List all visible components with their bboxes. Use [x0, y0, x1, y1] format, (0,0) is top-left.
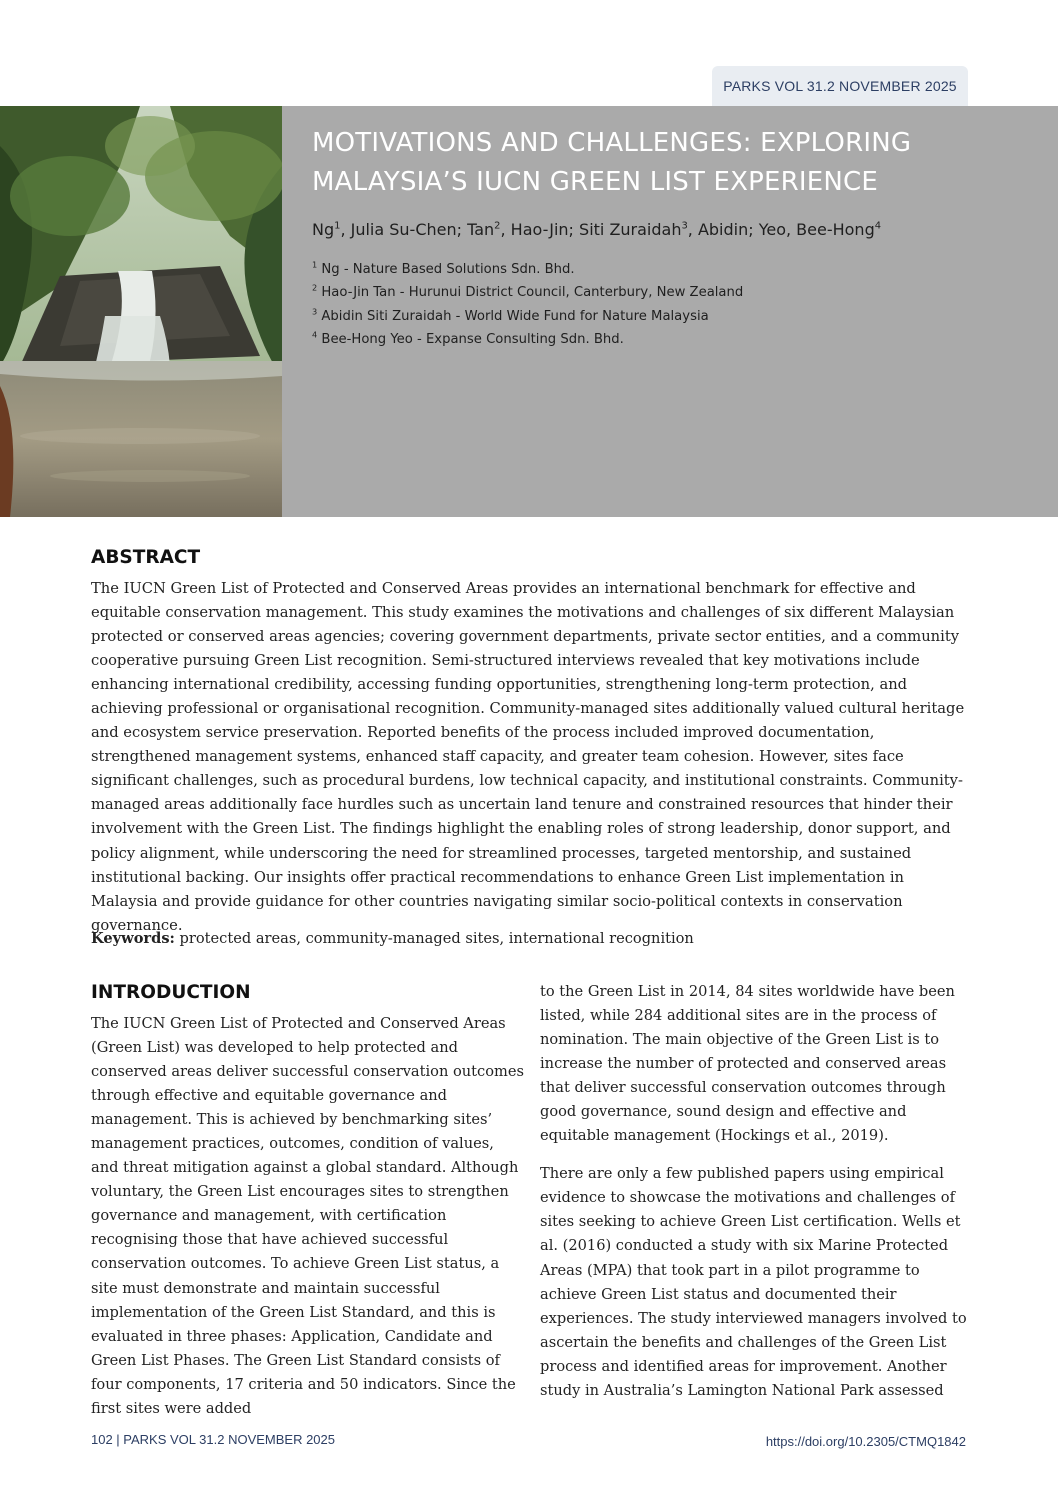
author-separator: , Julia Su-Chen; — [340, 220, 468, 239]
author-name: Yeo, Bee-Hong — [758, 220, 875, 239]
keywords-text: protected areas, community-managed sites, international recognition — [174, 930, 694, 947]
author-affiliation-marker: 3 — [681, 220, 688, 232]
affiliation-number: 2 — [312, 283, 318, 293]
author-separator: , Hao-Jin; — [500, 220, 580, 239]
affiliation-number: 3 — [312, 306, 318, 317]
author-list — [312, 220, 1032, 239]
author-name: Tan — [467, 220, 495, 239]
affiliation-text: Hao-Jin Tan - Hurunui District Council, Canterbury, New Zealand — [317, 285, 744, 301]
introduction-right-column — [540, 980, 970, 1403]
affiliation-text: Ng - Nature Based Solutions Sdn. Bhd. — [317, 262, 575, 277]
affiliation-list — [312, 258, 1032, 352]
affiliation-number: 1 — [312, 259, 318, 270]
author-separator: , Abidin; — [687, 220, 759, 239]
keywords-label: Keywords: — [91, 930, 175, 947]
article-title: MOTIVATIONS AND CHALLENGES: EXPLORING MALAYSIA’S IUCN GREEN LIST EXPERIENCE — [312, 128, 912, 197]
affiliation-number: 4 — [312, 329, 318, 340]
keywords-line — [91, 927, 971, 951]
doi-link[interactable]: https://doi.org/10.2305/CTMQ1842 — [765, 1434, 966, 1449]
author-name: Siti Zuraidah — [579, 220, 682, 239]
waterfall-photo — [0, 106, 282, 517]
abstract-heading: ABSTRACT — [91, 547, 201, 568]
footer-page-info: 102 | PARKS VOL 31.2 NOVEMBER 2025 — [91, 1432, 335, 1447]
affiliation-item — [312, 258, 1032, 281]
affiliation-text: Abidin Siti Zuraidah - World Wide Fund for Nature Malaysia — [317, 308, 709, 324]
affiliation-item — [312, 281, 1032, 304]
author-affiliation-marker: 2 — [494, 220, 501, 232]
introduction-paragraph: There are only a few published papers using empirical evidence to showcase the motivations and challenges of sites seeking to achieve Green List certification. Wells et al. (2016) conducted a study with six Marine Protected Areas (MPA) that took part in a pilot programme to achieve Green List status and documented their experiences. The study interviewed managers involved to ascertain the benefits and challenges of the Green List process and identified areas for improvement. Another study in Australia’s Lamington National Park assessed — [540, 1165, 967, 1399]
introduction-paragraph: to the Green List in 2014, 84 sites worldwide have been listed, while 284 additional sites are in the process of nomination. The main objective of the Green List is to increase the number of protected and conserved areas that deliver successful conservation outcomes through good governance, sound design and effective and equitable management (Hockings et al., 2019). — [540, 983, 955, 1145]
journal-issue-tag: PARKS VOL 31.2 NOVEMBER 2025 — [712, 66, 968, 106]
affiliation-text: Bee-Hong Yeo - Expanse Consulting Sdn. Bhd. — [317, 332, 624, 348]
title-panel — [282, 106, 1058, 517]
author-name: Ng — [312, 220, 335, 239]
author-affiliation-marker: 4 — [874, 220, 882, 232]
affiliation-item — [312, 328, 1032, 351]
affiliation-item — [312, 305, 1032, 328]
introduction-left-column: The IUCN Green List of Protected and Conserved Areas (Green List) was developed to help protected and conserved areas deliver successful conservation outcomes through effective and equitable governance and management. This is achieved by benchmarking sites’ management practices, outcomes, condition of values, and threat mitigation against a global standard. Although voluntary, the Green List encourages sites to strengthen governance and management, with certification recognising those that have achieved successful conservation outcomes. To achieve Green List status, a site must demonstrate and maintain successful implementation of the Green List Standard, and this is evaluated in three phases: Application, Candidate and Green List Phases. The Green List Standard consists of four components, 17 criteria and 50 indicators. Since the first sites were added — [91, 1015, 524, 1417]
abstract-text: The IUCN Green List of Protected and Conserved Areas provides an international benchmark for effective and equitable conservation management. This study examines the motivations and challenges of six different Malaysian protected or conserved areas agencies; covering government departments, private sector entities, and a community cooperative pursuing Green List recognition. Semi-structured interviews revealed that key motivations include enhancing international credibility, accessing funding opportunities, strengthening long-term protection, and achieving professional or organisational recognition. Community-managed sites additionally valued cultural heritage and ecosystem service preservation. Reported benefits of the process included improved documentation, strengthened management systems, enhanced staff capacity, and greater team cohesion. However, sites face significant challenges, such as procedural burdens, low technical capacity, and institutional constraints. Community-managed areas additionally face hurdles such as uncertain land tenure and constrained resources that hinder their involvement with the Green List. The findings highlight the enabling roles of strong leadership, donor support, and policy alignment, while underscoring the need for streamlined processes, targeted mentorship, and sustained institutional backing. Our insights offer practical recommendations to enhance Green List implementation in Malaysia and provide guidance for other countries navigating similar socio-political contexts in conservation governance. — [91, 580, 965, 934]
introduction-heading: INTRODUCTION — [91, 982, 251, 1003]
author-affiliation-marker: 1 — [334, 220, 341, 232]
